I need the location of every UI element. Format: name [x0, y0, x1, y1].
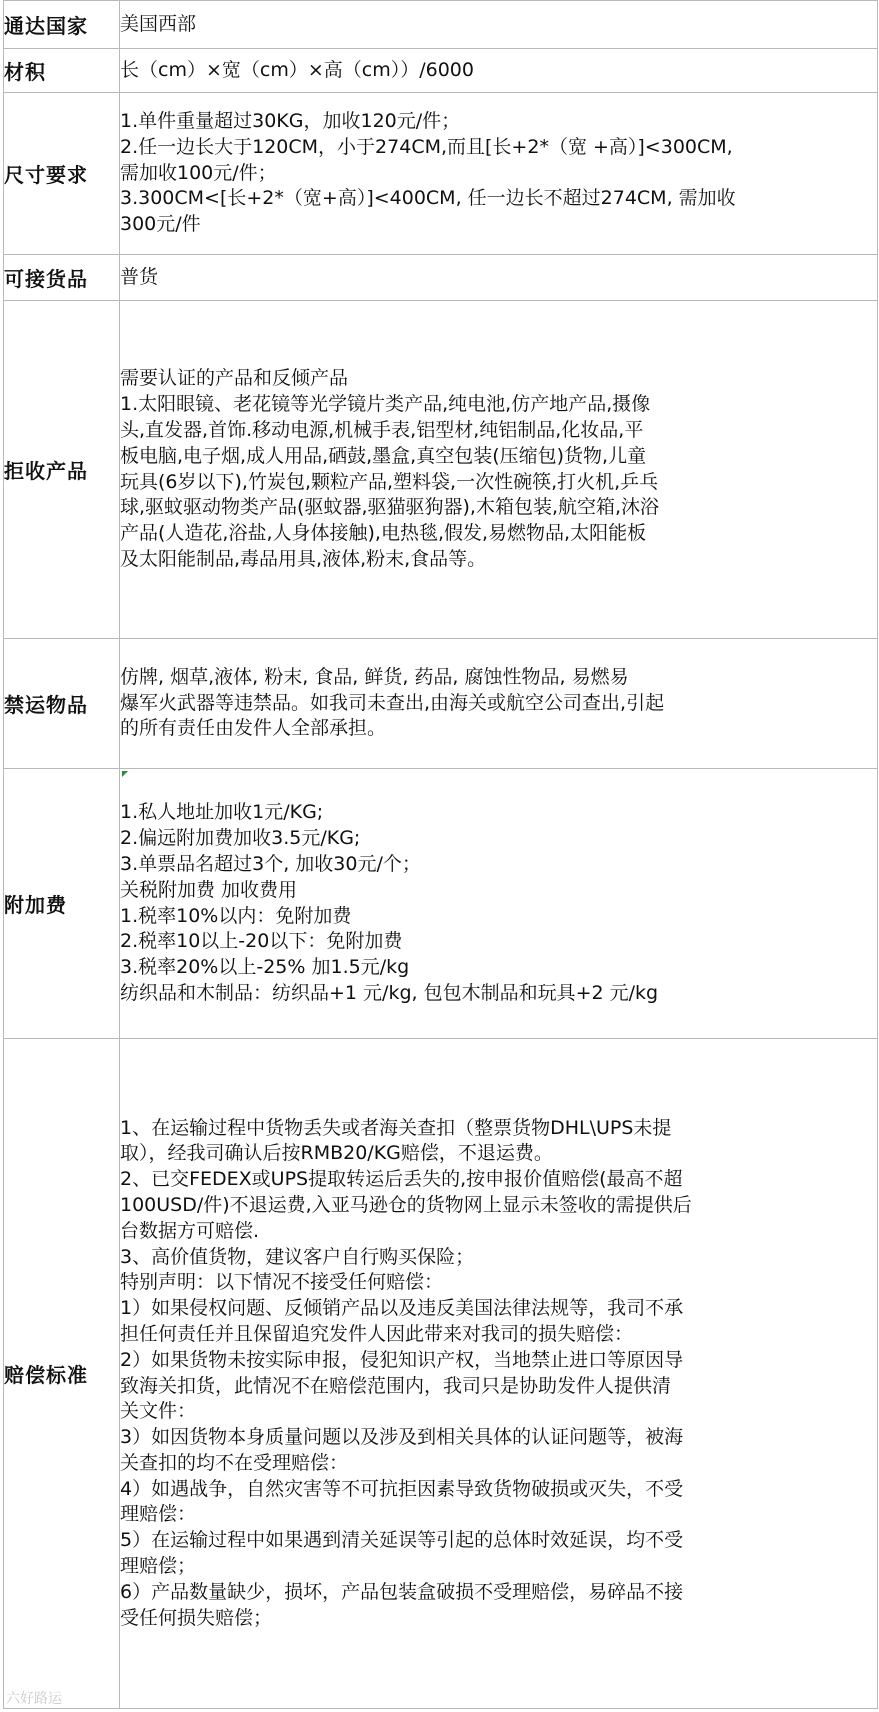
line: 1.太阳眼镜、老花镜等光学镜片类产品,纯电池,仿产地产品,摄像	[120, 393, 651, 416]
line: 需要认证的产品和反倾产品	[120, 367, 349, 390]
line: 担任何责任并且保留追究发件人因此带来对我司的损失赔偿：	[120, 1322, 634, 1345]
content-surcharges	[120, 769, 878, 1039]
label-size-requirements: 尺寸要求	[4, 93, 120, 255]
line: 3.300CM<[长+2*（宽+高）]<400CM, 任一边长不超过274CM, 需加收	[120, 187, 736, 210]
line: 关税附加费 加收费用	[120, 878, 298, 901]
line: 普货	[120, 265, 159, 288]
line: 致海关扣货，此情况不在赔偿范围内，我司只是协助发件人提供清	[120, 1374, 672, 1397]
line: 长（cm）×宽（cm）×高（cm））/6000	[120, 58, 474, 81]
line: 理赔偿：	[120, 1503, 197, 1526]
line: 1、在运输过程中货物丢失或者海关查扣（整票货物DHL\UPS未提	[120, 1116, 672, 1139]
label-accepted-goods: 可接货品	[4, 255, 120, 301]
content-rejected-products	[120, 301, 878, 639]
content-prohibited-items	[120, 639, 878, 769]
line: 及太阳能制品,毒品用具,液体,粉末,食品等。	[120, 547, 487, 570]
line: 2.税率10以上-20以下：免附加费	[120, 930, 403, 953]
line: 台数据方可赔偿.	[120, 1219, 260, 1242]
line: 受任何损失赔偿；	[120, 1606, 273, 1629]
content-accepted-goods	[120, 255, 878, 301]
label-country: 通达国家	[4, 1, 120, 49]
content-size-requirements	[120, 93, 878, 255]
line: 3.税率20%以上-25% 加1.5元/kg	[120, 956, 410, 979]
row-compensation	[4, 1039, 878, 1709]
line: 球,驱蚊驱动物类产品(驱蚊器,驱猫驱狗器),木箱包装,航空箱,沐浴	[120, 496, 660, 519]
row-surcharges	[4, 769, 878, 1039]
line: 取），经我司确认后按RMB20/KG赔偿，不退运费。	[120, 1142, 553, 1165]
line: 仿牌, 烟草,液体, 粉末, 食品, 鲜货, 药品, 腐蚀性物品, 易燃易	[120, 665, 629, 688]
line: 300元/件	[120, 213, 201, 236]
shipping-terms-table	[3, 0, 878, 1709]
line: 3、高价值货物，建议客户自行购买保险；	[120, 1245, 475, 1268]
line: 2）如果货物未按实际申报，侵犯知识产权，当地禁止进口等原因导	[120, 1348, 684, 1371]
row-prohibited-items	[4, 639, 878, 769]
label-volume: 材积	[4, 49, 120, 93]
row-accepted-goods	[4, 255, 878, 301]
content-country	[120, 1, 878, 49]
line: 美国西部	[120, 12, 197, 35]
line: 产品(人造花,浴盐,人身体接触),电热毯,假发,易燃物品,太阳能板	[120, 522, 647, 545]
line: 1.税率10%以内：免附加费	[120, 904, 352, 927]
line: 关文件：	[120, 1400, 197, 1423]
line: 4）如遇战争，自然灾害等不可抗拒因素导致货物破损或灭失，不受	[120, 1477, 684, 1500]
line: 6）产品数量缺少，损坏，产品包装盒破损不受理赔偿，易碎品不接	[120, 1580, 684, 1603]
row-country	[4, 1, 878, 49]
row-rejected-products	[4, 301, 878, 639]
line: 爆军火武器等违禁品。如我司未查出,由海关或航空公司查出,引起	[120, 691, 665, 714]
row-size-requirements	[4, 93, 878, 255]
line: 1）如果侵权问题、反倾销产品以及违反美国法律法规等，我司不承	[120, 1297, 684, 1320]
content-volume	[120, 49, 878, 93]
label-prohibited-items: 禁运物品	[4, 639, 120, 769]
watermark: 六好路运	[6, 1691, 62, 1707]
line: 1.私人地址加收1元/KG;	[120, 801, 324, 824]
label-surcharges: 附加费	[4, 769, 120, 1039]
line: 的所有责任由发件人全部承担。	[120, 717, 387, 740]
line: 2.偏远附加费加收3.5元/KG;	[120, 827, 361, 850]
line: 2、已交FEDEX或UPS提取转运后丢失的,按申报价值赔偿(最高不超	[120, 1168, 683, 1191]
line: 2.任一边长大于120CM，小于274CM,而且[长+2*（宽 +高）]<300CM,	[120, 135, 733, 158]
line: 3.单票品名超过3个, 加收30元/个；	[120, 852, 421, 875]
line: 头,直发器,首饰.移动电源,机械手表,铝型材,纯铝制品,化妆品,平	[120, 418, 644, 441]
line: 玩具(6岁以下),竹炭包,颗粒产品,塑料袋,一次性碗筷,打火机,乒乓	[120, 470, 659, 493]
row-volume	[4, 49, 878, 93]
line: 100USD/件)不退运费,入亚马逊仓的货物网上显示未签收的需提供后	[120, 1193, 692, 1216]
content-compensation	[120, 1039, 878, 1709]
line: 纺织品和木制品：纺织品+1 元/kg, 包包木制品和玩具+2 元/kg	[120, 981, 659, 1004]
line: 需加收100元/件；	[120, 161, 277, 184]
label-rejected-products: 拒收产品	[4, 301, 120, 639]
label-compensation: 赔偿标准	[4, 1039, 120, 1709]
line: 关查扣的均不在受理赔偿：	[120, 1451, 349, 1474]
line: 特别声明：以下情况不接受任何赔偿：	[120, 1271, 444, 1294]
line: 1.单件重量超过30KG，加收120元/件；	[120, 110, 461, 132]
cell-comment-marker	[122, 771, 128, 777]
line: 5）在运输过程中如果遇到清关延误等引起的总体时效延误，均不受	[120, 1529, 684, 1552]
line: 3）如因货物本身质量问题以及涉及到相关具体的认证问题等，被海	[120, 1426, 684, 1449]
line: 板电脑,电子烟,成人用品,硒鼓,墨盒,真空包装(压缩包)货物,儿童	[120, 444, 647, 467]
line: 理赔偿；	[120, 1555, 197, 1578]
